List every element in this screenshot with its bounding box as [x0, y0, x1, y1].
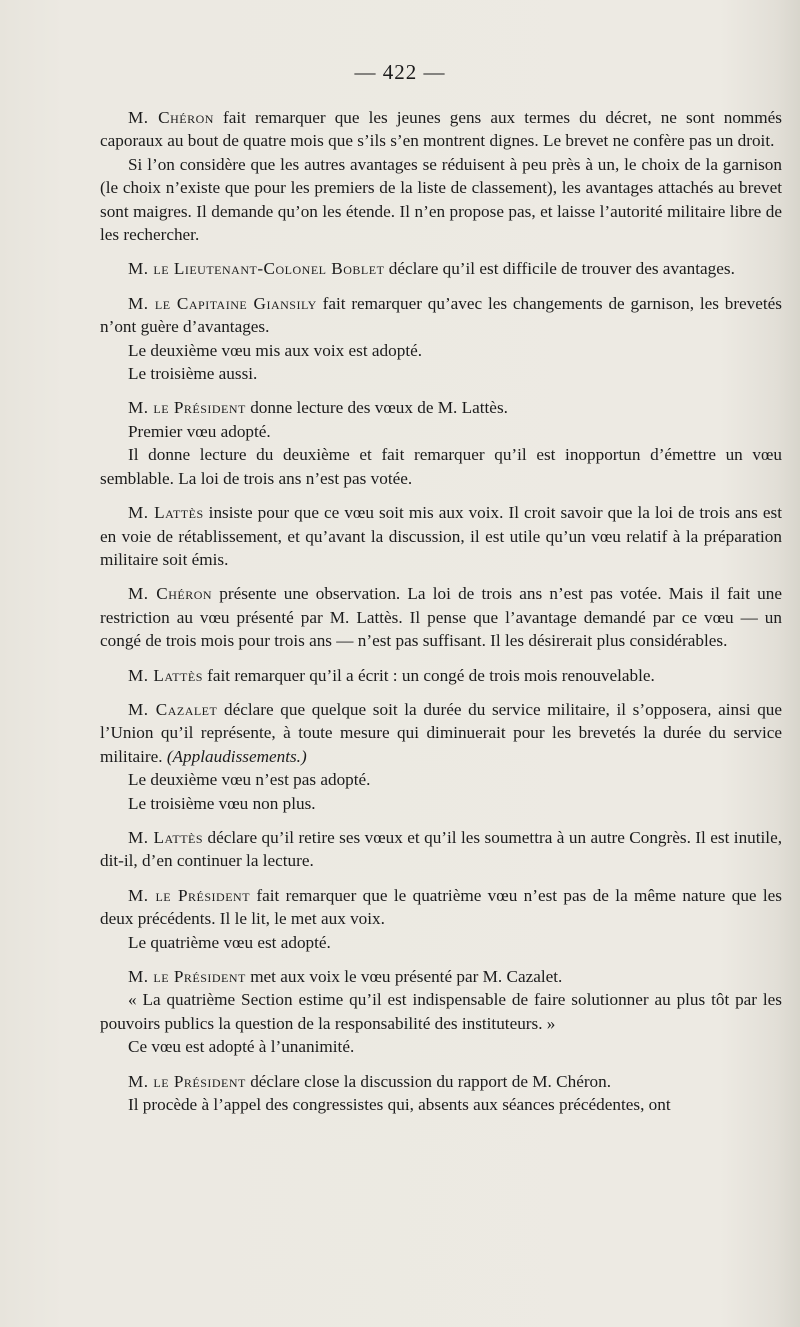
speaker-name: M. le Président [128, 967, 246, 986]
paragraph-text: déclare qu’il est difficile de trouver des avantages. [388, 259, 735, 279]
paragraph-text: Premier vœu adopté. [128, 421, 271, 441]
paragraph-text: donne lecture des vœux de M. Lattès. [250, 398, 508, 418]
paragraph [100, 257, 782, 280]
speaker-name: M. le Président [128, 1071, 246, 1091]
speaker-name: M. Chéron [128, 108, 214, 127]
applause-note: (Applaudissements.) [166, 746, 307, 766]
speaker-name: M. le Président [128, 885, 251, 905]
quoted-resolution: « La quatrième Section estime qu’il est indispensable de faire solutionner au plus tôt par les pouvoirs publics la question de la responsabilité des instituteurs. » [100, 990, 782, 1033]
paragraph [100, 396, 782, 490]
speaker-name: M. Chéron [128, 584, 213, 604]
paragraph-text: fait remarquer que les jeunes gens aux termes du décret, ne sont nommés caporaux au bout de quatre mois que s’ils s’en montrent dignes. Le brevet ne confère pas un droit. [100, 108, 782, 151]
page-body [100, 106, 782, 1127]
paragraph [100, 664, 782, 687]
paragraph [100, 884, 782, 954]
speaker-name: M. Cazalet [128, 699, 218, 719]
paragraph-text: Il donne lecture du deuxième et fait remarquer qu’il est inopportun d’émettre un vœu semblable. La loi de trois ans n’est pas votée. [100, 445, 782, 488]
paragraph-text: fait remarquer que le quatrième vœu n’est pas de la même nature que les deux précédents. Il le lit, le met aux voix. [100, 885, 783, 929]
paragraph-text: insiste pour que ce vœu soit mis aux voix. Il croit savoir que la loi de trois ans est en voie de rétablissement, et qu’avant la discussion, il est utile qu’un vœu relatif à la préparation militaire soit émis. [100, 503, 783, 569]
paragraph-text: fait remarquer qu’il a écrit : un congé de trois mois renouvelable. [207, 665, 655, 685]
paragraph-text: fait remarquer qu’avec les changements de garnison, les brevetés n’ont guère d’avantages. [100, 293, 782, 337]
paragraph [100, 501, 782, 571]
speaker-name: M. Lattès [128, 827, 204, 847]
paragraph [100, 965, 782, 1059]
paragraph-text: Le troisième aussi. [128, 364, 258, 384]
paragraph [100, 292, 782, 386]
paragraph [100, 1070, 782, 1117]
paragraph [100, 698, 782, 815]
paragraph-text: déclare que quelque soit la durée du service militaire, il s’opposera, ainsi que l’Union qu’il représente, à toute mesure qui diminuerait pour les brevetés la durée du service militaire. [100, 699, 783, 766]
speaker-name: M. le Président [128, 398, 246, 418]
paragraph-text: met aux voix le vœu présenté par M. Cazalet. [250, 967, 563, 986]
paragraph [100, 106, 782, 246]
paragraph-text: déclare close la discussion du rapport de M. Chéron. [250, 1071, 612, 1091]
speaker-name: M. le Lieutenant-Colonel Boblet [128, 259, 385, 279]
paragraph-text: Ce vœu est adopté à l’unanimité. [128, 1037, 355, 1057]
paragraph-text: Le troisième vœu non plus. [128, 793, 316, 813]
paragraph [100, 826, 782, 873]
paragraph-text: Le deuxième vœu mis aux voix est adopté. [128, 340, 423, 360]
paragraph-text: déclare qu’il retire ses vœux et qu’il les soumettra à un autre Congrès. Il est inutile, dit-il, d’en continuer la lecture. [100, 827, 783, 871]
page-number: — 422 — [354, 60, 446, 84]
paragraph [100, 582, 782, 652]
paragraph-text: présente une observation. La loi de trois ans n’est pas votée. Mais il fait une restriction au vœu présenté par M. Lattès. Il pense que l’avantage demandé par ce vœu — un congé de trois mois pour trois ans — n’est pas suffisant. Il les désirerait plus considérables. [100, 584, 782, 651]
speaker-name: M. le Capitaine Giansily [128, 293, 317, 313]
paragraph-text: Le quatrième vœu est adopté. [128, 932, 331, 952]
paragraph-text: Le deuxième vœu n’est pas adopté. [128, 770, 371, 790]
paragraph-text: Si l’on considère que les autres avantages se réduisent à peu près à un, le choix de la garnison (le choix n’existe que pour les premiers de la liste de classement), les avantages attachés au brevet sont maigres. Il demande qu’on les étende. Il n’en propose pas, et laisse l’autorité militaire libre de les rechercher. [100, 154, 782, 245]
speaker-name: M. Lattès [128, 503, 204, 523]
speaker-name: M. Lattès [128, 665, 203, 685]
paragraph-text: Il procède à l’appel des congressistes qui, absents aux séances précédentes, ont [128, 1095, 671, 1115]
